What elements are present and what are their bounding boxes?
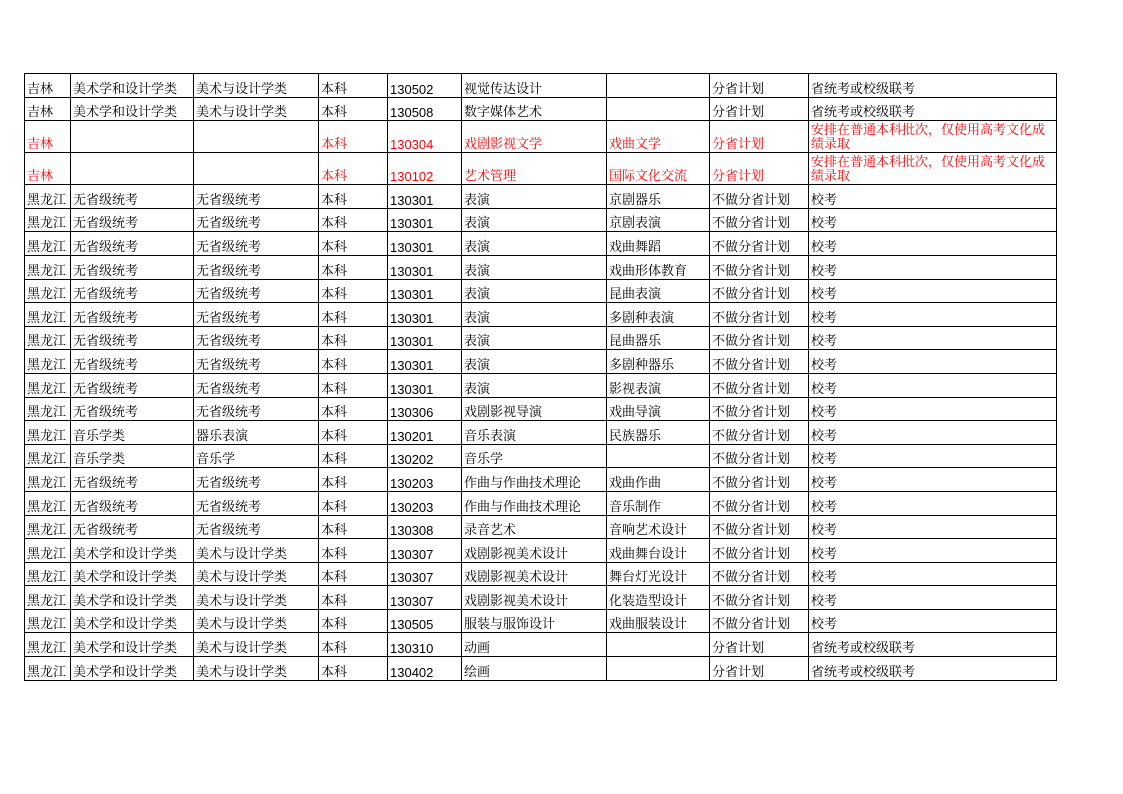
major-name-cell: 音乐表演 <box>462 421 607 445</box>
plan-type-cell: 分省计划 <box>710 74 809 98</box>
major-name-cell: 作曲与作曲技术理论 <box>462 468 607 492</box>
level-cell: 本科 <box>319 491 388 515</box>
exam-type-cell: 无省级统考 <box>194 208 319 232</box>
major-code-cell: 130203 <box>388 491 462 515</box>
category-cell <box>71 153 194 185</box>
table-row <box>25 232 1057 256</box>
admission-method-cell: 校考 <box>809 232 1057 256</box>
category-cell: 无省级统考 <box>71 232 194 256</box>
plan-type-cell: 不做分省计划 <box>710 397 809 421</box>
category-cell: 美术学和设计学类 <box>71 562 194 586</box>
major-code-cell: 130307 <box>388 562 462 586</box>
admission-method-cell: 校考 <box>809 255 1057 279</box>
direction-cell: 戏曲文学 <box>607 121 710 153</box>
major-name-cell: 戏剧影视美术设计 <box>462 586 607 610</box>
direction-cell: 影视表演 <box>607 373 710 397</box>
major-name-cell: 表演 <box>462 373 607 397</box>
direction-cell: 戏曲服装设计 <box>607 609 710 633</box>
plan-type-cell: 不做分省计划 <box>710 185 809 209</box>
major-code-cell: 130307 <box>388 586 462 610</box>
exam-type-cell: 无省级统考 <box>194 491 319 515</box>
major-name-cell: 数字媒体艺术 <box>462 97 607 121</box>
major-name-cell: 戏剧影视美术设计 <box>462 539 607 563</box>
admission-method-cell: 安排在普通本科批次，仅使用高考文化成绩录取 <box>809 121 1057 153</box>
province-cell: 黑龙江 <box>25 421 71 445</box>
province-cell: 黑龙江 <box>25 255 71 279</box>
direction-cell: 戏曲形体教育 <box>607 255 710 279</box>
category-cell: 美术学和设计学类 <box>71 539 194 563</box>
table-row <box>25 515 1057 539</box>
admission-method-cell: 校考 <box>809 421 1057 445</box>
province-cell: 黑龙江 <box>25 185 71 209</box>
major-code-cell: 130307 <box>388 539 462 563</box>
table-row <box>25 373 1057 397</box>
exam-type-cell: 美术与设计学类 <box>194 633 319 657</box>
province-cell: 黑龙江 <box>25 232 71 256</box>
level-cell: 本科 <box>319 562 388 586</box>
category-cell: 无省级统考 <box>71 208 194 232</box>
direction-cell: 昆曲表演 <box>607 279 710 303</box>
plan-type-cell: 分省计划 <box>710 153 809 185</box>
direction-cell: 化装造型设计 <box>607 586 710 610</box>
province-cell: 黑龙江 <box>25 303 71 327</box>
admission-method-cell: 校考 <box>809 491 1057 515</box>
category-cell: 音乐学类 <box>71 444 194 468</box>
major-code-cell: 130301 <box>388 303 462 327</box>
category-cell: 无省级统考 <box>71 397 194 421</box>
province-cell: 黑龙江 <box>25 279 71 303</box>
major-code-cell: 130308 <box>388 515 462 539</box>
table-row <box>25 444 1057 468</box>
direction-cell: 多剧种器乐 <box>607 350 710 374</box>
exam-type-cell: 美术与设计学类 <box>194 586 319 610</box>
category-cell: 美术学和设计学类 <box>71 633 194 657</box>
level-cell: 本科 <box>319 468 388 492</box>
category-cell: 无省级统考 <box>71 303 194 327</box>
table-row <box>25 657 1057 681</box>
province-cell: 黑龙江 <box>25 657 71 681</box>
table-row <box>25 185 1057 209</box>
major-code-cell: 130301 <box>388 185 462 209</box>
major-code-cell: 130301 <box>388 373 462 397</box>
table-row <box>25 633 1057 657</box>
category-cell: 美术学和设计学类 <box>71 74 194 98</box>
level-cell: 本科 <box>319 444 388 468</box>
direction-cell: 戏曲作曲 <box>607 468 710 492</box>
direction-cell <box>607 444 710 468</box>
plan-type-cell: 分省计划 <box>710 121 809 153</box>
plan-type-cell: 不做分省计划 <box>710 586 809 610</box>
table-row <box>25 539 1057 563</box>
exam-type-cell: 无省级统考 <box>194 255 319 279</box>
direction-cell: 京剧器乐 <box>607 185 710 209</box>
plan-type-cell: 不做分省计划 <box>710 491 809 515</box>
direction-cell: 戏曲导演 <box>607 397 710 421</box>
admission-method-cell: 校考 <box>809 397 1057 421</box>
direction-cell: 戏曲舞台设计 <box>607 539 710 563</box>
major-name-cell: 表演 <box>462 255 607 279</box>
level-cell: 本科 <box>319 74 388 98</box>
level-cell: 本科 <box>319 97 388 121</box>
table-row <box>25 279 1057 303</box>
level-cell: 本科 <box>319 121 388 153</box>
province-cell: 吉林 <box>25 153 71 185</box>
admission-method-cell: 校考 <box>809 208 1057 232</box>
direction-cell: 音乐制作 <box>607 491 710 515</box>
level-cell: 本科 <box>319 373 388 397</box>
table-row <box>25 121 1057 153</box>
major-code-cell: 130301 <box>388 326 462 350</box>
plan-type-cell: 不做分省计划 <box>710 515 809 539</box>
exam-type-cell: 音乐学 <box>194 444 319 468</box>
major-name-cell: 音乐学 <box>462 444 607 468</box>
plan-type-cell: 不做分省计划 <box>710 373 809 397</box>
major-name-cell: 表演 <box>462 208 607 232</box>
category-cell: 无省级统考 <box>71 255 194 279</box>
province-cell: 吉林 <box>25 97 71 121</box>
exam-type-cell: 美术与设计学类 <box>194 97 319 121</box>
major-code-cell: 130502 <box>388 74 462 98</box>
province-cell: 黑龙江 <box>25 539 71 563</box>
category-cell: 美术学和设计学类 <box>71 609 194 633</box>
direction-cell <box>607 657 710 681</box>
exam-type-cell: 无省级统考 <box>194 350 319 374</box>
table-row <box>25 609 1057 633</box>
admission-method-cell: 校考 <box>809 468 1057 492</box>
exam-type-cell: 美术与设计学类 <box>194 562 319 586</box>
province-cell: 黑龙江 <box>25 609 71 633</box>
category-cell <box>71 121 194 153</box>
province-cell: 黑龙江 <box>25 586 71 610</box>
table-row <box>25 74 1057 98</box>
category-cell: 无省级统考 <box>71 468 194 492</box>
exam-type-cell: 器乐表演 <box>194 421 319 445</box>
direction-cell <box>607 97 710 121</box>
exam-type-cell: 无省级统考 <box>194 326 319 350</box>
level-cell: 本科 <box>319 185 388 209</box>
admission-method-cell: 校考 <box>809 303 1057 327</box>
category-cell: 无省级统考 <box>71 373 194 397</box>
major-name-cell: 表演 <box>462 326 607 350</box>
province-cell: 黑龙江 <box>25 491 71 515</box>
direction-cell: 民族器乐 <box>607 421 710 445</box>
major-code-cell: 130301 <box>388 232 462 256</box>
category-cell: 无省级统考 <box>71 491 194 515</box>
level-cell: 本科 <box>319 609 388 633</box>
level-cell: 本科 <box>319 539 388 563</box>
major-name-cell: 服装与服饰设计 <box>462 609 607 633</box>
table-row <box>25 350 1057 374</box>
plan-type-cell: 不做分省计划 <box>710 609 809 633</box>
plan-type-cell: 不做分省计划 <box>710 279 809 303</box>
major-code-cell: 130306 <box>388 397 462 421</box>
level-cell: 本科 <box>319 657 388 681</box>
admission-method-cell: 校考 <box>809 444 1057 468</box>
admission-method-cell: 省统考或校级联考 <box>809 74 1057 98</box>
admission-method-cell: 省统考或校级联考 <box>809 657 1057 681</box>
exam-type-cell: 无省级统考 <box>194 279 319 303</box>
province-cell: 黑龙江 <box>25 515 71 539</box>
exam-type-cell: 美术与设计学类 <box>194 609 319 633</box>
category-cell: 美术学和设计学类 <box>71 657 194 681</box>
admission-method-cell: 校考 <box>809 326 1057 350</box>
direction-cell: 舞台灯光设计 <box>607 562 710 586</box>
table-row <box>25 303 1057 327</box>
table-row <box>25 397 1057 421</box>
plan-type-cell: 不做分省计划 <box>710 444 809 468</box>
plan-type-cell: 不做分省计划 <box>710 468 809 492</box>
table-row <box>25 421 1057 445</box>
category-cell: 无省级统考 <box>71 515 194 539</box>
major-code-cell: 130508 <box>388 97 462 121</box>
major-code-cell: 130102 <box>388 153 462 185</box>
admission-method-cell: 安排在普通本科批次，仅使用高考文化成绩录取 <box>809 153 1057 185</box>
admission-method-cell: 省统考或校级联考 <box>809 633 1057 657</box>
plan-type-cell: 不做分省计划 <box>710 303 809 327</box>
admission-method-cell: 校考 <box>809 562 1057 586</box>
table-row <box>25 326 1057 350</box>
major-name-cell: 表演 <box>462 303 607 327</box>
plan-type-cell: 分省计划 <box>710 97 809 121</box>
level-cell: 本科 <box>319 232 388 256</box>
level-cell: 本科 <box>319 397 388 421</box>
exam-type-cell: 无省级统考 <box>194 232 319 256</box>
exam-type-cell: 无省级统考 <box>194 373 319 397</box>
admission-method-cell: 校考 <box>809 515 1057 539</box>
province-cell: 黑龙江 <box>25 444 71 468</box>
table-row <box>25 97 1057 121</box>
plan-type-cell: 不做分省计划 <box>710 421 809 445</box>
table-row <box>25 468 1057 492</box>
category-cell: 无省级统考 <box>71 279 194 303</box>
province-cell: 黑龙江 <box>25 350 71 374</box>
direction-cell: 戏曲舞蹈 <box>607 232 710 256</box>
major-code-cell: 130201 <box>388 421 462 445</box>
plan-type-cell: 不做分省计划 <box>710 255 809 279</box>
level-cell: 本科 <box>319 421 388 445</box>
category-cell: 无省级统考 <box>71 350 194 374</box>
province-cell: 黑龙江 <box>25 326 71 350</box>
table-row <box>25 586 1057 610</box>
major-code-cell: 130301 <box>388 279 462 303</box>
major-code-cell: 130505 <box>388 609 462 633</box>
direction-cell: 京剧表演 <box>607 208 710 232</box>
major-code-cell: 130203 <box>388 468 462 492</box>
major-code-cell: 130301 <box>388 208 462 232</box>
province-cell: 黑龙江 <box>25 468 71 492</box>
category-cell: 无省级统考 <box>71 185 194 209</box>
exam-type-cell <box>194 121 319 153</box>
major-code-cell: 130310 <box>388 633 462 657</box>
major-code-cell: 130301 <box>388 255 462 279</box>
admission-method-cell: 省统考或校级联考 <box>809 97 1057 121</box>
level-cell: 本科 <box>319 586 388 610</box>
direction-cell: 音响艺术设计 <box>607 515 710 539</box>
exam-type-cell: 无省级统考 <box>194 468 319 492</box>
admission-method-cell: 校考 <box>809 539 1057 563</box>
province-cell: 黑龙江 <box>25 397 71 421</box>
level-cell: 本科 <box>319 255 388 279</box>
major-code-cell: 130301 <box>388 350 462 374</box>
major-name-cell: 录音艺术 <box>462 515 607 539</box>
admission-method-cell: 校考 <box>809 185 1057 209</box>
exam-type-cell: 无省级统考 <box>194 303 319 327</box>
direction-cell <box>607 74 710 98</box>
province-cell: 黑龙江 <box>25 633 71 657</box>
level-cell: 本科 <box>319 303 388 327</box>
level-cell: 本科 <box>319 153 388 185</box>
major-name-cell: 动画 <box>462 633 607 657</box>
admission-method-cell: 校考 <box>809 586 1057 610</box>
plan-type-cell: 不做分省计划 <box>710 562 809 586</box>
major-name-cell: 戏剧影视导演 <box>462 397 607 421</box>
admission-method-cell: 校考 <box>809 279 1057 303</box>
major-name-cell: 艺术管理 <box>462 153 607 185</box>
category-cell: 无省级统考 <box>71 326 194 350</box>
major-name-cell: 视觉传达设计 <box>462 74 607 98</box>
level-cell: 本科 <box>319 515 388 539</box>
table-row <box>25 255 1057 279</box>
major-code-cell: 130202 <box>388 444 462 468</box>
major-code-cell: 130402 <box>388 657 462 681</box>
category-cell: 美术学和设计学类 <box>71 586 194 610</box>
table-row <box>25 208 1057 232</box>
table-row <box>25 491 1057 515</box>
exam-type-cell: 无省级统考 <box>194 397 319 421</box>
admission-method-cell: 校考 <box>809 350 1057 374</box>
major-name-cell: 绘画 <box>462 657 607 681</box>
major-name-cell: 表演 <box>462 232 607 256</box>
province-cell: 黑龙江 <box>25 208 71 232</box>
category-cell: 音乐学类 <box>71 421 194 445</box>
plan-type-cell: 不做分省计划 <box>710 208 809 232</box>
province-cell: 黑龙江 <box>25 373 71 397</box>
major-code-cell: 130304 <box>388 121 462 153</box>
plan-type-cell: 不做分省计划 <box>710 539 809 563</box>
plan-type-cell: 不做分省计划 <box>710 232 809 256</box>
table-row <box>25 562 1057 586</box>
level-cell: 本科 <box>319 279 388 303</box>
level-cell: 本科 <box>319 326 388 350</box>
exam-type-cell: 美术与设计学类 <box>194 74 319 98</box>
exam-type-cell <box>194 153 319 185</box>
direction-cell: 多剧种表演 <box>607 303 710 327</box>
plan-type-cell: 分省计划 <box>710 657 809 681</box>
plan-type-cell: 不做分省计划 <box>710 326 809 350</box>
major-name-cell: 表演 <box>462 185 607 209</box>
exam-type-cell: 无省级统考 <box>194 515 319 539</box>
admission-method-cell: 校考 <box>809 609 1057 633</box>
direction-cell: 昆曲器乐 <box>607 326 710 350</box>
major-name-cell: 戏剧影视文学 <box>462 121 607 153</box>
level-cell: 本科 <box>319 350 388 374</box>
exam-type-cell: 无省级统考 <box>194 185 319 209</box>
admissions-table <box>24 73 1057 681</box>
direction-cell <box>607 633 710 657</box>
major-name-cell: 表演 <box>462 279 607 303</box>
province-cell: 吉林 <box>25 121 71 153</box>
direction-cell: 国际文化交流 <box>607 153 710 185</box>
major-name-cell: 戏剧影视美术设计 <box>462 562 607 586</box>
admission-method-cell: 校考 <box>809 373 1057 397</box>
major-name-cell: 表演 <box>462 350 607 374</box>
table-row <box>25 153 1057 185</box>
category-cell: 美术学和设计学类 <box>71 97 194 121</box>
major-name-cell: 作曲与作曲技术理论 <box>462 491 607 515</box>
exam-type-cell: 美术与设计学类 <box>194 657 319 681</box>
province-cell: 吉林 <box>25 74 71 98</box>
level-cell: 本科 <box>319 633 388 657</box>
table-body <box>25 74 1057 681</box>
level-cell: 本科 <box>319 208 388 232</box>
exam-type-cell: 美术与设计学类 <box>194 539 319 563</box>
plan-type-cell: 分省计划 <box>710 633 809 657</box>
province-cell: 黑龙江 <box>25 562 71 586</box>
plan-type-cell: 不做分省计划 <box>710 350 809 374</box>
